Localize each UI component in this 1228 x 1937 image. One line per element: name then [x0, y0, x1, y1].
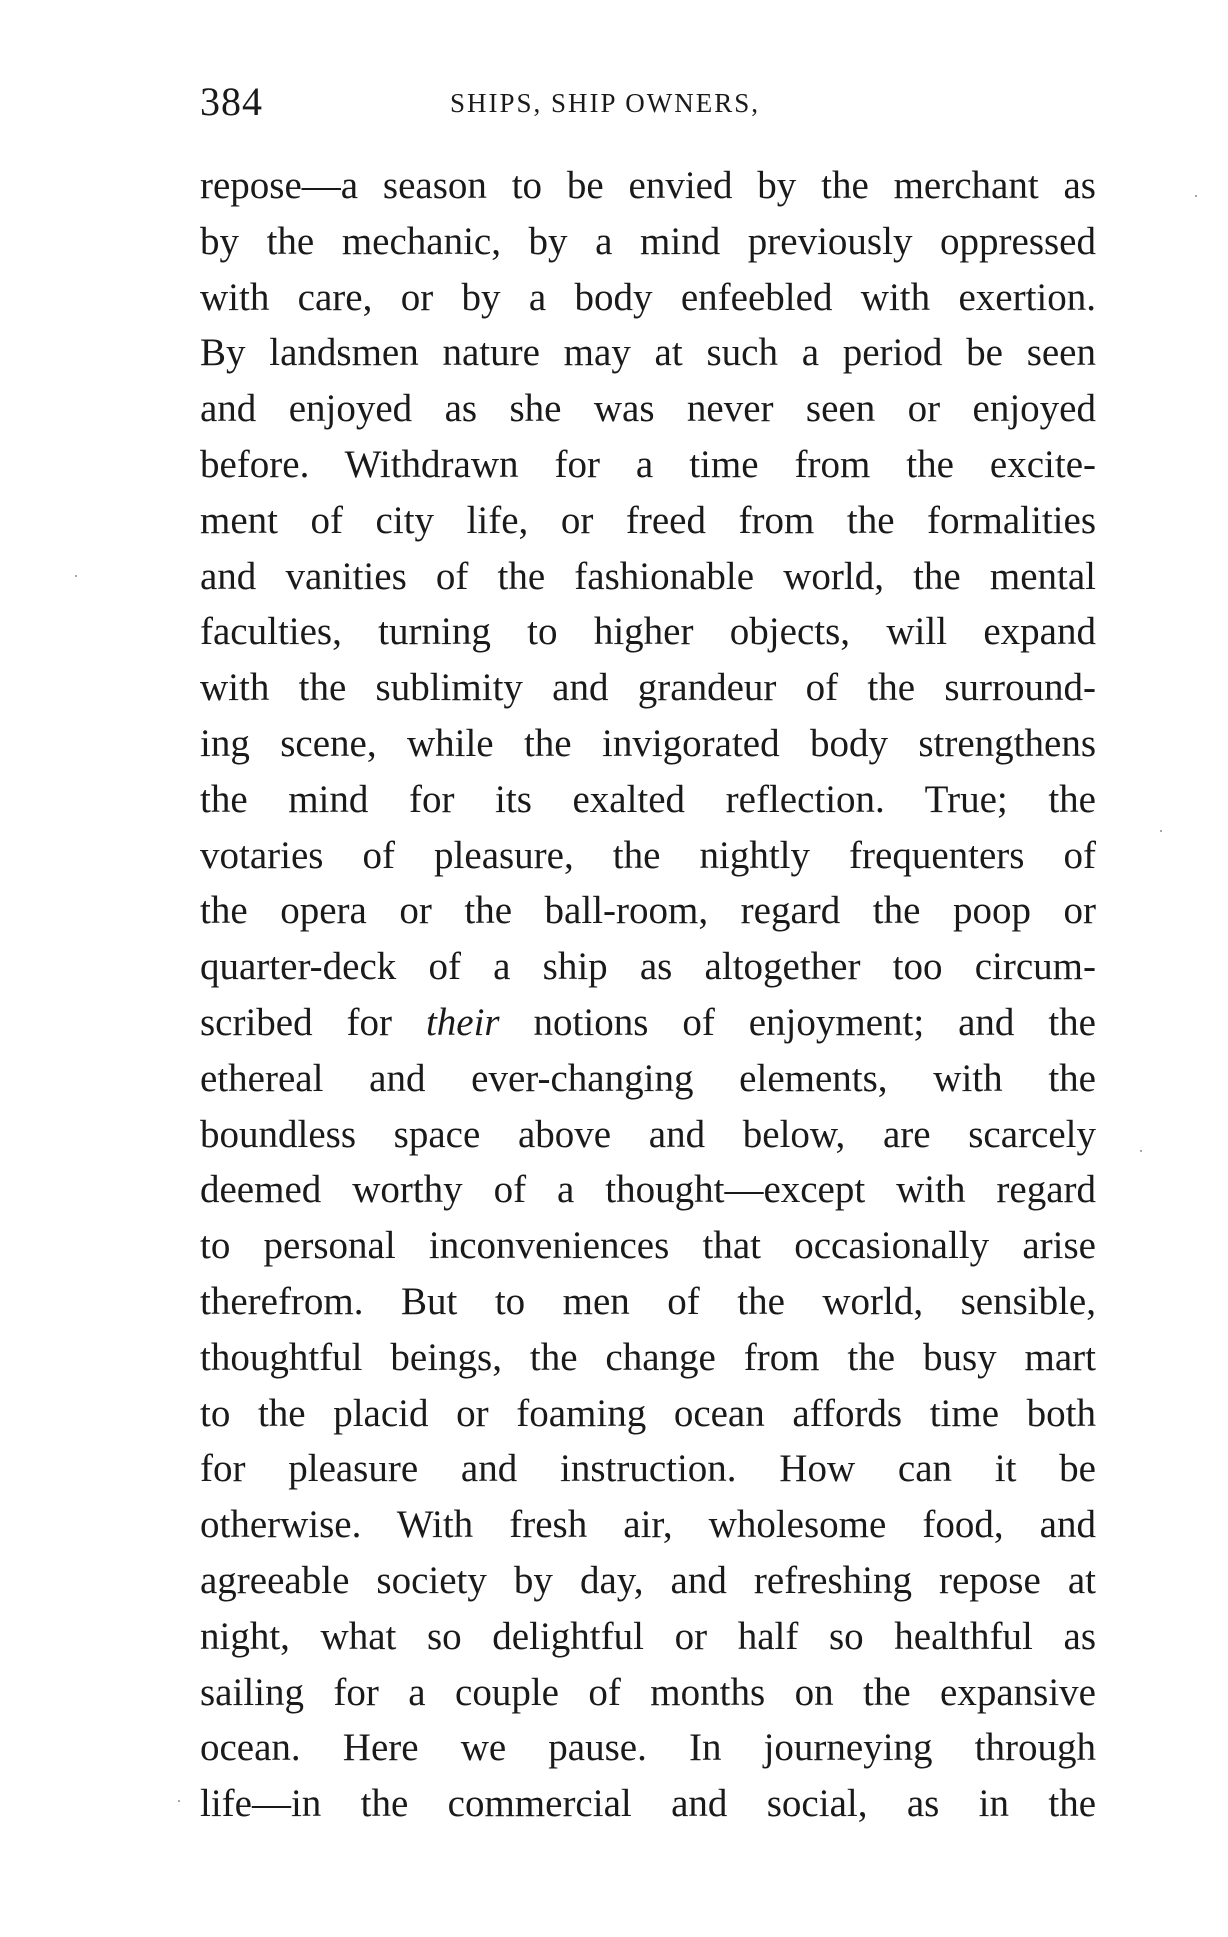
text-line: boundless space above and below, are scarcely [200, 1112, 1096, 1156]
text-line: faculties, turning to higher objects, will expand [200, 610, 1096, 654]
text-line: the opera or the ball-room, regard the poop or [200, 889, 1096, 933]
text-line: by the mechanic, by a mind previously oppressed [200, 219, 1096, 263]
text-line: thoughtful beings, the change from the busy mart [200, 1335, 1096, 1379]
text-line: quarter-deck of a ship as altogether too circum- [200, 945, 1096, 989]
text-line: and enjoyed as she was never seen or enjoyed [200, 387, 1096, 431]
text-line: therefrom. But to men of the world, sensible, [200, 1279, 1096, 1323]
text-line: with the sublimity and grandeur of the surround- [200, 666, 1096, 710]
body-text [200, 158, 1096, 1832]
page-header [200, 78, 1100, 138]
line-part: notions of enjoyment; and the [499, 1000, 1096, 1044]
text-line: otherwise. With fresh air, wholesome food, and [200, 1503, 1096, 1547]
paper-speck [1160, 830, 1162, 832]
text-line: and vanities of the fashionable world, the mental [200, 554, 1096, 598]
paper-speck [1195, 195, 1197, 197]
paper-speck [1140, 1150, 1142, 1152]
italic-word: their [425, 1000, 500, 1044]
text-line: ing scene, while the invigorated body strengthens [200, 721, 1096, 765]
running-head: SHIPS, SHIP OWNERS, [450, 88, 761, 118]
text-line: the mind for its exalted reflection. True; the [200, 777, 1096, 821]
text-line: to the placid or foaming ocean affords time both [200, 1391, 1096, 1435]
paper-speck [75, 575, 77, 577]
text-line-with-italic [200, 995, 1096, 1051]
text-line: to personal inconveniences that occasionally arise [200, 1224, 1096, 1268]
text-line: By landsmen nature may at such a period be seen [200, 331, 1096, 375]
page-number: 384 [200, 79, 263, 124]
text-line: ocean. Here we pause. In journeying through [200, 1726, 1096, 1770]
text-line: ethereal and ever-changing elements, with the [200, 1056, 1096, 1100]
text-line: deemed worthy of a thought—except with regard [200, 1168, 1096, 1212]
text-line: life—in the commercial and social, as in the [200, 1782, 1096, 1826]
text-line: for pleasure and instruction. How can it be [200, 1447, 1096, 1491]
text-line: sailing for a couple of months on the expansive [200, 1670, 1096, 1714]
text-line: night, what so delightful or half so healthful as [200, 1614, 1096, 1658]
line-part: scribed for [200, 1000, 426, 1044]
text-line: with care, or by a body enfeebled with exertion. [200, 275, 1096, 319]
text-line: agreeable society by day, and refreshing repose at [200, 1558, 1096, 1602]
text-line: votaries of pleasure, the nightly frequenters of [200, 833, 1096, 877]
text-line: before. Withdrawn for a time from the excite- [200, 442, 1096, 486]
paper-speck [178, 1800, 180, 1802]
text-line: ment of city life, or freed from the formalities [200, 498, 1096, 542]
text-line: repose—a season to be envied by the merchant as [200, 164, 1096, 207]
